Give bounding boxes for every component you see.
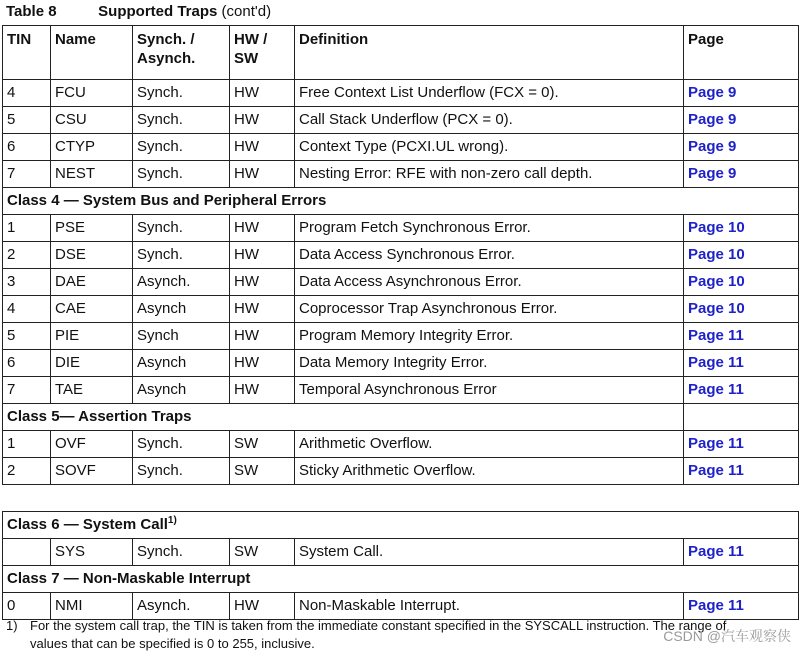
trap-name-cell: OVF xyxy=(51,431,133,458)
hw-sw-cell: HW xyxy=(230,296,295,323)
tin-cell: 7 xyxy=(3,161,51,188)
tin-cell: 1 xyxy=(3,431,51,458)
hw-sw-cell: HW xyxy=(230,323,295,350)
trap-name-cell: CTYP xyxy=(51,134,133,161)
page-cell xyxy=(684,458,799,485)
page-cell xyxy=(684,377,799,404)
class-header-row xyxy=(3,188,799,215)
sync-cell: Synch. xyxy=(133,134,230,161)
sync-cell: Synch xyxy=(133,323,230,350)
sync-cell: Synch. xyxy=(133,161,230,188)
page-cell xyxy=(684,215,799,242)
hw-sw-cell: HW xyxy=(230,242,295,269)
tin-cell: 5 xyxy=(3,107,51,134)
page-cell xyxy=(684,242,799,269)
definition-cell: Arithmetic Overflow. xyxy=(295,431,684,458)
tin-cell: 4 xyxy=(3,296,51,323)
trap-name-cell: CAE xyxy=(51,296,133,323)
table-number: Table 8 xyxy=(6,3,57,20)
page-cell xyxy=(684,269,799,296)
footnote-line-1: For the system call trap, the TIN is taken from the immediate constant specified in the SYSCALL instruction. The range of xyxy=(30,618,727,633)
table-row xyxy=(3,215,799,242)
page-link[interactable]: Page 10 xyxy=(688,219,745,236)
page-link[interactable]: Page 11 xyxy=(688,435,744,452)
definition-cell: Non-Maskable Interrupt. xyxy=(295,593,684,620)
definition-cell: Program Fetch Synchronous Error. xyxy=(295,215,684,242)
definition-cell: Nesting Error: RFE with non-zero call depth. xyxy=(295,161,684,188)
tin-cell: 4 xyxy=(3,80,51,107)
tin-cell: 5 xyxy=(3,323,51,350)
trap-name-cell: TAE xyxy=(51,377,133,404)
table-row xyxy=(3,161,799,188)
class-header-row xyxy=(3,566,799,593)
page-cell xyxy=(684,134,799,161)
spacer-row xyxy=(3,485,799,512)
column-header-sync: Synch. / Asynch. xyxy=(133,26,230,80)
table-header-row xyxy=(3,26,799,80)
watermark: CSDN @汽车观察侠 xyxy=(663,628,791,644)
page-cell xyxy=(684,107,799,134)
page-link[interactable]: Page 11 xyxy=(688,462,744,479)
trap-name-cell: CSU xyxy=(51,107,133,134)
table-row xyxy=(3,323,799,350)
table-row xyxy=(3,431,799,458)
sync-cell: Synch. xyxy=(133,242,230,269)
trap-name-cell: NEST xyxy=(51,161,133,188)
trap-name-cell: NMI xyxy=(51,593,133,620)
page-link[interactable]: Page 9 xyxy=(688,138,737,155)
trap-name-cell: DIE xyxy=(51,350,133,377)
table-title: Supported Traps xyxy=(98,3,218,20)
trap-name-cell: PSE xyxy=(51,215,133,242)
footnote-line-2: values that can be specified is 0 to 255, inclusive. xyxy=(30,636,315,651)
table-row xyxy=(3,296,799,323)
table-row xyxy=(3,134,799,161)
class-6-header-text: Class 6 — System Call xyxy=(7,516,168,533)
class-header-row xyxy=(3,512,799,539)
table-row xyxy=(3,242,799,269)
empty-cell xyxy=(684,404,799,431)
page-link[interactable]: Page 11 xyxy=(688,597,744,614)
page-cell xyxy=(684,593,799,620)
page-link[interactable]: Page 11 xyxy=(688,327,744,344)
hw-sw-cell: HW xyxy=(230,377,295,404)
class-5-header-text: Class 5— Assertion Traps xyxy=(7,408,192,425)
page-link[interactable]: Page 11 xyxy=(688,381,744,398)
hw-sw-cell: HW xyxy=(230,350,295,377)
definition-cell: Sticky Arithmetic Overflow. xyxy=(295,458,684,485)
column-header-hw-sw: HW / SW xyxy=(230,26,295,80)
page-link[interactable]: Page 9 xyxy=(688,165,737,182)
tin-cell: 1 xyxy=(3,215,51,242)
table-title-suffix: (cont'd) xyxy=(221,3,272,20)
spacer-cell xyxy=(3,485,799,512)
sync-cell: Synch. xyxy=(133,431,230,458)
hw-sw-cell: HW xyxy=(230,593,295,620)
footnote-reference: 1) xyxy=(167,515,177,526)
page-cell xyxy=(684,350,799,377)
sync-cell: Synch. xyxy=(133,80,230,107)
hw-sw-cell: HW xyxy=(230,161,295,188)
table-row xyxy=(3,539,799,566)
definition-cell: Call Stack Underflow (PCX = 0). xyxy=(295,107,684,134)
table-row xyxy=(3,269,799,296)
trap-name-cell: PIE xyxy=(51,323,133,350)
hw-sw-cell: HW xyxy=(230,80,295,107)
hw-sw-cell: HW xyxy=(230,107,295,134)
tin-cell: 6 xyxy=(3,134,51,161)
table-row xyxy=(3,377,799,404)
class-5-header xyxy=(3,404,684,431)
sync-cell: Synch. xyxy=(133,458,230,485)
page-link[interactable]: Page 10 xyxy=(688,246,745,263)
class-4-header-text: Class 4 — System Bus and Peripheral Errors xyxy=(7,192,327,209)
sync-cell: Asynch xyxy=(133,350,230,377)
table-row xyxy=(3,593,799,620)
trap-name-cell: FCU xyxy=(51,80,133,107)
definition-cell: Context Type (PCXI.UL wrong). xyxy=(295,134,684,161)
sync-cell: Asynch xyxy=(133,377,230,404)
hw-sw-cell: SW xyxy=(230,458,295,485)
class-7-header xyxy=(3,566,799,593)
hw-sw-cell: SW xyxy=(230,431,295,458)
column-header-tin: TIN xyxy=(3,26,51,80)
class-6-header xyxy=(3,512,799,539)
page-link[interactable]: Page 11 xyxy=(688,354,744,371)
table-row xyxy=(3,458,799,485)
definition-cell: Data Access Asynchronous Error. xyxy=(295,269,684,296)
table-caption xyxy=(6,3,271,20)
footnote-mark: 1) xyxy=(6,618,18,633)
trap-name-cell: SOVF xyxy=(51,458,133,485)
sync-cell: Synch. xyxy=(133,539,230,566)
definition-cell: Program Memory Integrity Error. xyxy=(295,323,684,350)
page-link[interactable]: Page 11 xyxy=(688,543,744,560)
tin-cell: 0 xyxy=(3,593,51,620)
tin-cell: 7 xyxy=(3,377,51,404)
tin-cell: 3 xyxy=(3,269,51,296)
hw-sw-cell: SW xyxy=(230,539,295,566)
definition-cell: Coprocessor Trap Asynchronous Error. xyxy=(295,296,684,323)
table-row xyxy=(3,107,799,134)
column-header-page: Page xyxy=(684,26,799,80)
page-link[interactable]: Page 10 xyxy=(688,300,745,317)
tin-cell: 2 xyxy=(3,458,51,485)
page-link[interactable]: Page 9 xyxy=(688,111,737,128)
tin-cell: 6 xyxy=(3,350,51,377)
page-link[interactable]: Page 9 xyxy=(688,84,737,101)
tin-cell xyxy=(3,539,51,566)
page-cell xyxy=(684,161,799,188)
definition-cell: Free Context List Underflow (FCX = 0). xyxy=(295,80,684,107)
page-cell xyxy=(684,80,799,107)
hw-sw-cell: HW xyxy=(230,215,295,242)
class-header-row xyxy=(3,404,799,431)
sync-cell: Synch. xyxy=(133,107,230,134)
sync-cell: Asynch. xyxy=(133,269,230,296)
page-link[interactable]: Page 10 xyxy=(688,273,745,290)
page-cell xyxy=(684,539,799,566)
trap-name-cell: SYS xyxy=(51,539,133,566)
page-cell xyxy=(684,296,799,323)
sync-cell: Asynch. xyxy=(133,593,230,620)
definition-cell: Temporal Asynchronous Error xyxy=(295,377,684,404)
class-7-header-text: Class 7 — Non-Maskable Interrupt xyxy=(7,570,251,587)
hw-sw-cell: HW xyxy=(230,134,295,161)
page-cell xyxy=(684,323,799,350)
supported-traps-table xyxy=(2,25,799,620)
class-4-header xyxy=(3,188,799,215)
page-cell xyxy=(684,431,799,458)
hw-sw-cell: HW xyxy=(230,269,295,296)
definition-cell: Data Access Synchronous Error. xyxy=(295,242,684,269)
table-row xyxy=(3,80,799,107)
sync-cell: Asynch xyxy=(133,296,230,323)
column-header-definition: Definition xyxy=(295,26,684,80)
trap-name-cell: DSE xyxy=(51,242,133,269)
column-header-name: Name xyxy=(51,26,133,80)
definition-cell: Data Memory Integrity Error. xyxy=(295,350,684,377)
table-row xyxy=(3,350,799,377)
definition-cell: System Call. xyxy=(295,539,684,566)
tin-cell: 2 xyxy=(3,242,51,269)
trap-name-cell: DAE xyxy=(51,269,133,296)
sync-cell: Synch. xyxy=(133,215,230,242)
